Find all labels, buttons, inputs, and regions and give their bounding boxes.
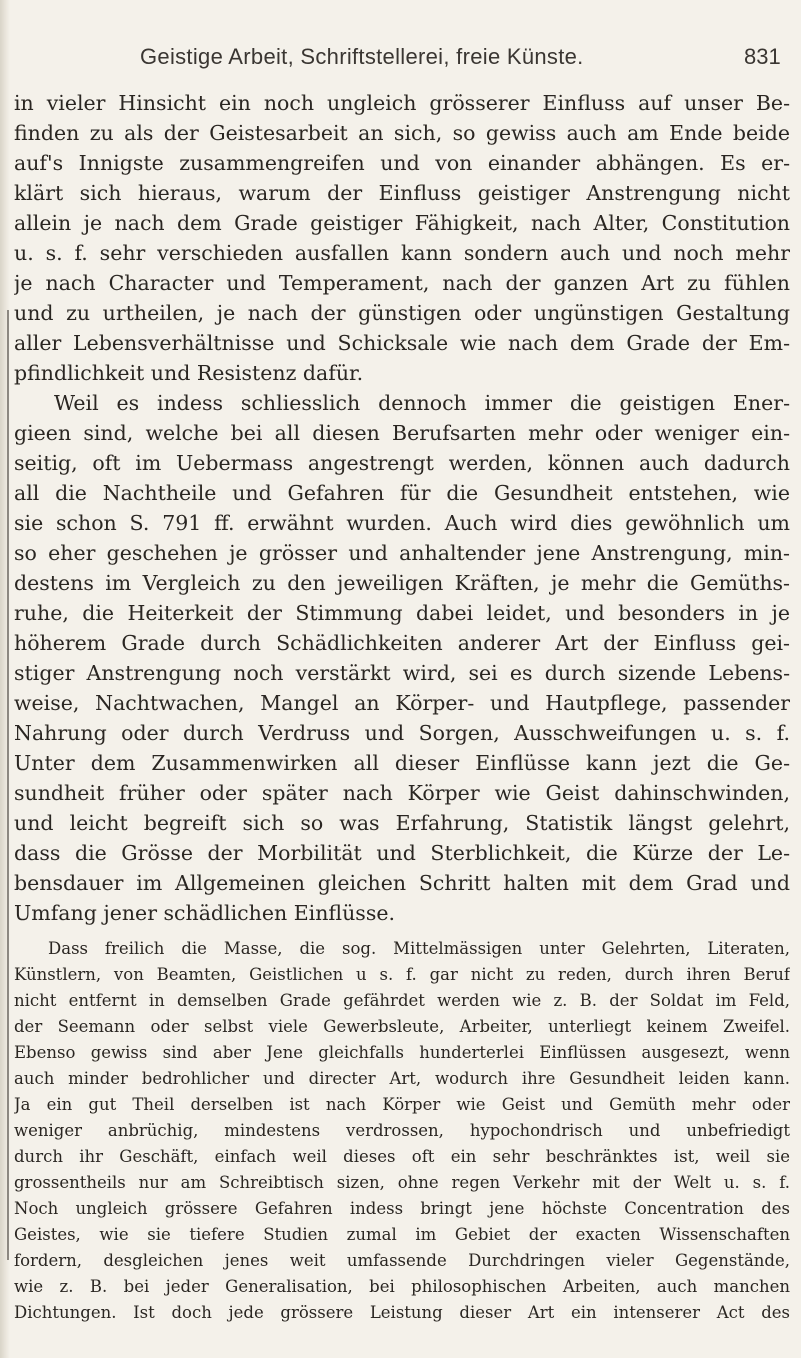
text-line: finden zu als der Geistesarbeit an sich, so gewiss auch am Ende beide <box>14 121 790 145</box>
text-line: gieen sind, welche bei all diesen Berufsarten mehr oder weniger ein- <box>14 421 790 445</box>
small-text-line: Dichtungen. Ist doch jede grössere Leistung dieser Art ein intenserer Act des <box>14 1303 790 1322</box>
text-line: sie schon S. 791 ff. erwähnt wurden. Auch wird dies gewöhnlich um <box>14 511 790 535</box>
text-line: aller Lebensverhältnisse und Schicksale wie nach dem Grade der Em- <box>14 331 790 355</box>
binding-shadow-line <box>7 310 9 1260</box>
text-line: pfindlichkeit und Resistenz dafür. <box>14 361 364 385</box>
small-text-line: Ebenso gewiss sind aber Jene gleichfalls hunderterlei Einflüssen ausgesezt, wenn <box>14 1043 790 1062</box>
small-text-line: fordern, desgleichen jenes weit umfassende Durchdringen vieler Gegenstände, <box>14 1251 790 1270</box>
text-line: dass die Grösse der Morbilität und Sterblichkeit, die Kürze der Le- <box>14 841 790 865</box>
text-line: u. s. f. sehr verschieden ausfallen kann sondern auch und noch mehr <box>14 241 790 265</box>
text-line: auf's Innigste zusammengreifen und von einander abhängen. Es er- <box>14 151 790 175</box>
text-line: all die Nachtheile und Gefahren für die Gesundheit entstehen, wie <box>14 481 790 505</box>
text-line: und zu urtheilen, je nach der günstigen oder ungünstigen Gestaltung <box>14 301 790 325</box>
small-text-line: Geistes, wie sie tiefere Studien zumal im Gebiet der exacten Wissenschaften <box>14 1225 790 1244</box>
text-line: höherem Grade durch Schädlichkeiten anderer Art der Einfluss gei- <box>14 631 790 655</box>
text-line: destens im Vergleich zu den jeweiligen Kräften, je mehr die Gemüths- <box>14 571 790 595</box>
text-line: sundheit früher oder später nach Körper wie Geist dahinschwinden, <box>14 781 790 805</box>
text-line: Unter dem Zusammenwirken all dieser Einflüsse kann jezt die Ge- <box>14 751 790 775</box>
small-text-line: Noch ungleich grössere Gefahren indess bringt jene höchste Concentration des <box>14 1199 790 1218</box>
text-line: und leicht begreift sich so was Erfahrung, Statistik längst gelehrt, <box>14 811 790 835</box>
small-text-line: Ja ein gut Theil derselben ist nach Körper wie Geist und Gemüth mehr oder <box>14 1095 790 1114</box>
text-line: so eher geschehen je grösser und anhaltender jene Anstrengung, min- <box>14 541 790 565</box>
text-line: ruhe, die Heiterkeit der Stimmung dabei leidet, und besonders in je <box>14 601 790 625</box>
text-line: Umfang jener schädlichen Einflüsse. <box>14 901 395 925</box>
small-text-line: durch ihr Geschäft, einfach weil dieses oft ein sehr beschränktes ist, weil sie <box>14 1147 790 1166</box>
page-number: 831 <box>744 44 781 69</box>
text-line: in vieler Hinsicht ein noch ungleich grösserer Einfluss auf unser Be- <box>14 91 790 115</box>
small-text-line: wie z. B. bei jeder Generalisation, bei philosophischen Arbeiten, auch manchen <box>14 1277 790 1296</box>
text-line: Nahrung oder durch Verdruss und Sorgen, Ausschweifungen u. s. f. <box>14 721 790 745</box>
text-line: Weil es indess schliesslich dennoch immer die geistigen Ener- <box>54 391 790 415</box>
small-text-line: weniger anbrüchig, mindestens verdrossen, hypochondrisch und unbefriedigt <box>14 1121 790 1140</box>
text-line: je nach Character und Temperament, nach der ganzen Art zu fühlen <box>14 271 790 295</box>
small-text-line: Künstlern, von Beamten, Geistlichen u s. f. gar nicht zu reden, durch ihren Beruf <box>14 965 790 984</box>
text-line: weise, Nachtwachen, Mangel an Körper- und Hautpflege, passender <box>14 691 790 715</box>
small-text-line: nicht entfernt in demselben Grade gefährdet werden wie z. B. der Soldat im Feld, <box>14 991 790 1010</box>
text-line: bensdauer im Allgemeinen gleichen Schritt halten mit dem Grad und <box>14 871 790 895</box>
text-line: seitig, oft im Uebermass angestrengt werden, können auch dadurch <box>14 451 790 475</box>
small-text-line: grossentheils nur am Schreibtisch sizen, ohne regen Verkehr mit der Welt u. s. f. <box>14 1173 790 1192</box>
running-title: Geistige Arbeit, Schriftstellerei, freie Künste. <box>140 44 584 69</box>
small-text-line: der Seemann oder selbst viele Gewerbsleute, Arbeiter, unterliegt keinem Zweifel. <box>14 1017 790 1036</box>
text-line: allein je nach dem Grade geistiger Fähigkeit, nach Alter, Constitution <box>14 211 790 235</box>
text-line: klärt sich hieraus, warum der Einfluss geistiger Anstrengung nicht <box>14 181 790 205</box>
text-line: stiger Anstrengung noch verstärkt wird, sei es durch sizende Lebens- <box>14 661 790 685</box>
small-text-line: auch minder bedrohlicher und directer Art, wodurch ihre Gesundheit leiden kann. <box>14 1069 790 1088</box>
small-text-line: Dass freilich die Masse, die sog. Mittelmässigen unter Gelehrten, Literaten, <box>48 939 790 958</box>
